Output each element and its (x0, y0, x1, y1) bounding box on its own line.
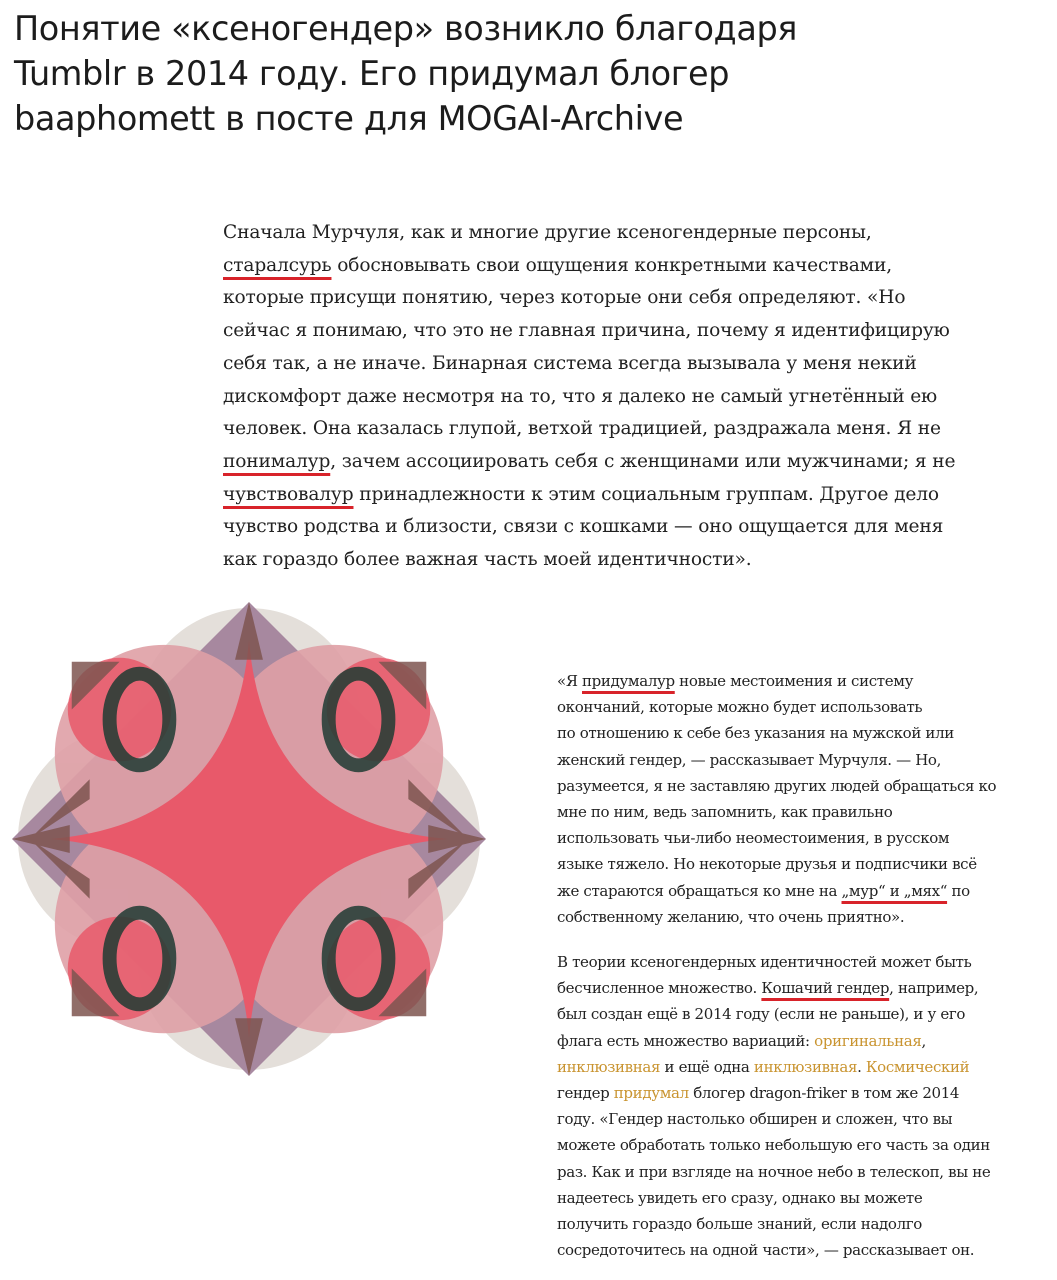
lead-line: чувство родства и близости, связи с кошками — оно ощущается для меня (223, 516, 944, 538)
side-line (557, 1080, 1047, 1106)
side-line (557, 1054, 1047, 1080)
side-line: окончаний, которые можно будет использовать (557, 698, 923, 717)
side-text: гендер (557, 1084, 614, 1103)
underlined-word: Кошачий гендер (761, 979, 890, 998)
side-line (557, 668, 1047, 694)
lead-line: Сначала Мурчуля, как и многие другие ксеногендерные персоны, (223, 222, 872, 243)
theory-paragraph (557, 949, 1047, 1263)
link-inclusive-flag[interactable]: инклюзивная (557, 1057, 661, 1076)
underlined-word: понималур (223, 450, 331, 472)
xenogender-ornament-illustration (10, 598, 488, 1080)
side-line: по отношению к себе без указания на мужской или (557, 724, 954, 743)
underlined-word: чувствовалур (223, 483, 354, 505)
side-line: использовать чьи-либо неоместоимения, в русском (557, 829, 950, 848)
side-line (557, 878, 1047, 904)
headline-line: Tumblr в 2014 году. Его придумал блогер (14, 54, 730, 93)
side-line: женский гендер, — рассказывает Мурчуля. — Но, (557, 750, 942, 769)
side-line: языке тяжело. Но некоторые друзья и подписчики всё (557, 855, 977, 874)
lead-line (223, 479, 1043, 512)
headline-line: Понятие «ксеногендер» возникло благодаря (14, 9, 798, 48)
lead-line: как гораздо более важная часть моей идентичности». (223, 549, 752, 571)
underlined-word: старалсурь (223, 254, 332, 276)
side-text: и ещё одна (660, 1057, 754, 1076)
lead-line (223, 446, 1043, 479)
side-line: сосредоточитесь на одной части», — рассказывает он. (557, 1241, 975, 1260)
side-line: был создан ещё в 2014 году (если не раньше), и у его (557, 1005, 966, 1024)
side-line: можете обработать только небольшую его часть за один (557, 1136, 990, 1155)
side-line: году. «Гендер настолько обширен и сложен, что вы (557, 1110, 953, 1129)
side-line (557, 975, 1047, 1001)
side-text: же стараются обращаться ко мне на (557, 881, 842, 900)
lead-line: которые присущи понятию, через которые они себя определяют. «Но (223, 287, 906, 309)
side-line: получить гораздо больше знаний, если надолго (557, 1215, 922, 1234)
side-text: . (857, 1057, 866, 1076)
lead-paragraph (223, 217, 1043, 577)
underlined-word: „мур“ и „мях“ (841, 881, 948, 900)
link-original-flag[interactable]: оригинальная (814, 1031, 922, 1050)
side-line: собственному желанию, что очень приятно». (557, 907, 905, 926)
lead-line: сейчас я понимаю, что это не главная причина, почему я идентифицирую (223, 320, 950, 342)
side-line: разумеется, я не заставляю других людей обращаться ко (557, 776, 997, 795)
lead-text: обосновывать свои ощущения конкретными качествами, (331, 254, 892, 276)
side-text: бесчисленное множество. (557, 979, 762, 998)
side-text: «Я (557, 672, 583, 690)
lead-line: себя так, а не иначе. Бинарная система всегда вызывала у меня некий (223, 352, 917, 374)
lead-text: принадлежности к этим социальным группам. Другое дело (353, 483, 939, 505)
article-headline (14, 6, 1014, 141)
side-line: мне по ним, ведь запомнить, как правильно (557, 803, 893, 822)
underlined-word: придумалур (582, 672, 675, 690)
lead-line (223, 250, 1043, 283)
link-inclusive-flag-2[interactable]: инклюзивная (753, 1057, 858, 1076)
side-text: по (947, 881, 970, 900)
side-line: раз. Как и при взгляде на ночное небо в телескоп, вы не (557, 1162, 991, 1181)
side-text: флага есть множество вариаций: (557, 1031, 815, 1050)
side-line: В теории ксеногендерных идентичностей может быть (557, 953, 972, 972)
side-text: блогер dragon-friker в том же 2014 (688, 1084, 960, 1103)
link-cosmic-gender[interactable]: Космический (865, 1057, 970, 1076)
side-line (557, 1028, 1047, 1054)
link-invented[interactable]: придумал (613, 1084, 689, 1103)
side-text: , например, (889, 979, 979, 998)
side-column (557, 668, 1047, 1263)
quote-paragraph (557, 668, 1047, 930)
side-text: , (921, 1031, 926, 1050)
lead-line: человек. Она казалась глупой, ветхой традицией, раздражала меня. Я не (223, 418, 941, 440)
lead-line: дискомфорт даже несмотря на то, что я далеко не самый угнетённый ею (223, 385, 938, 407)
headline-line: baaphomett в посте для MOGAI-Archive (14, 99, 684, 138)
side-text: новые местоимения и систему (674, 672, 914, 690)
lead-text: , зачем ассоциировать себя с женщинами или мужчинами; я не (330, 450, 956, 472)
side-line: надеетесь увидеть его сразу, однако вы можете (557, 1188, 923, 1207)
